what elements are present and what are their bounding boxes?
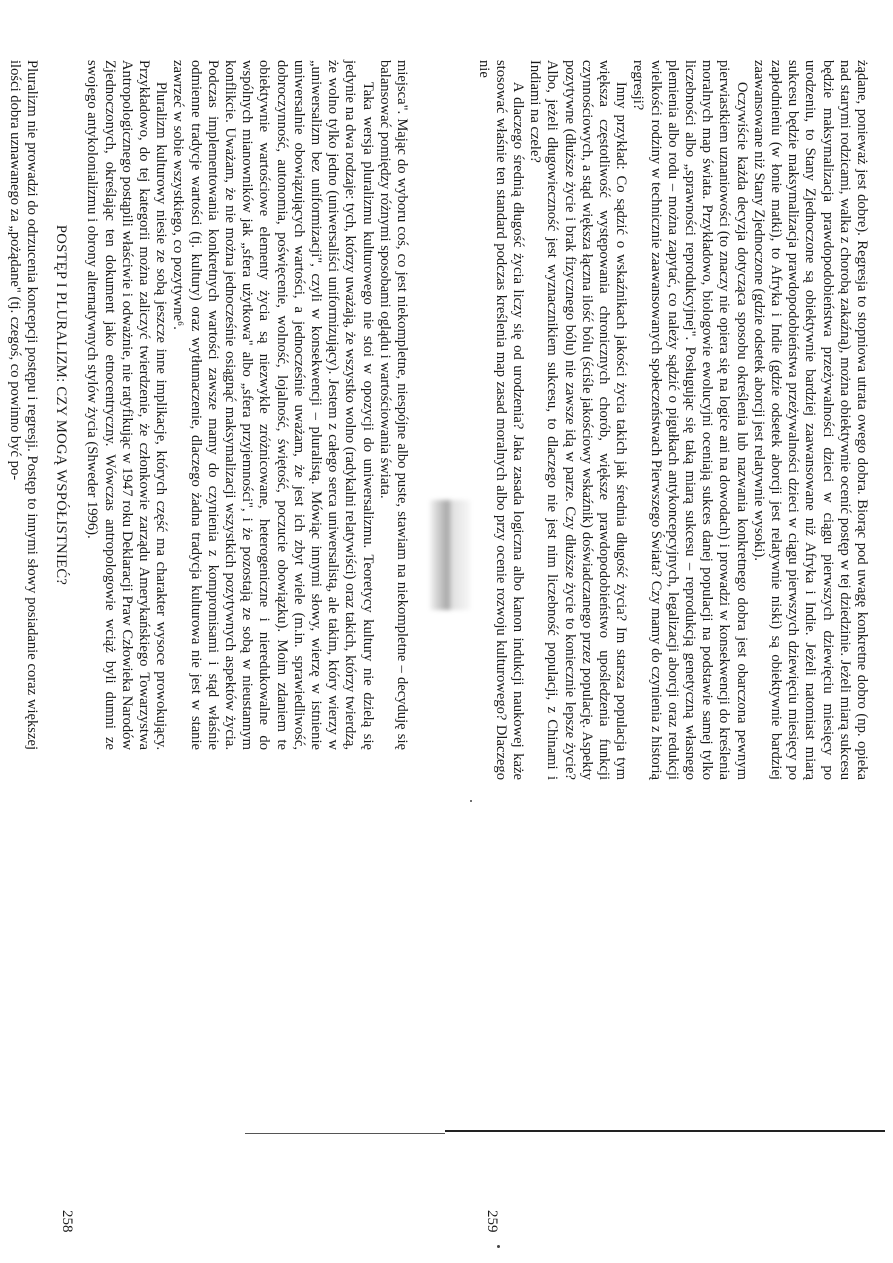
paragraph: Inny przykład: Co sądzić o wskaźnikach jakości życia takich jak średnia długość życia? Im starsza populacja tym większa częstotliwość występowania chronicznych chorób, większe prawdopodobieństwo upośledzenia funkcji czynnościowych, a stąd większa łączna ilość bólu (ściśle jakościowy wskaźnik) doświadczanego przez populację. Aspekty pozytywne (dłuższe życie i brak fizycznego bólu) nie zawsze idą w parze. Czy dłuższe życie to koniecznie lepsze życie? Albo, jeżeli długowieczność jest wyznacznikiem sukcesu, to dlaczego nie jest nim liczebność populacji, z Chinami i Indiami na czele?: [527, 60, 630, 780]
right-page: [465, 60, 870, 1250]
book-gutter-shadow: [430, 500, 470, 610]
left-page: [6, 60, 430, 1250]
left-page-text: [6, 60, 410, 750]
paragraph: żądane, ponieważ jest dobre). Regresja to stopniowa utrata owego dobra. Biorąc pod uwagę konkretne dobro (np. opieka nad starymi rodzicami, walka z chorobą zakaźną), można obiektywnie ocenić postęp w tej dziedzinie. Jeżeli miarą sukcesu będzie maksymalizacja prawdopodobieństwa przeżywalności dzieci w ciągu pierwszych dziewięciu miesięcy po urodzeniu, to Stany Zjednoczone są obiektywnie bardziej zaawansowane niż Afryka i Indie. Jeżeli natomiast miarą sukcesu będzie maksymalizacja prawdopodobieństwa przeżywalności dzieci w ciągu pierwszych dziewięciu miesięcy po zapłodnieniu (w łonie matki), to Afryka i Indie (gdzie odsetek aborcji jest relatywnie niski) są obiektywnie bardziej zaawansowane niż Stany Zjednoczone (gdzie odsetek aborcji jest relatywnie wysoki).: [750, 60, 870, 780]
paragraph: A dlaczego średnią długość życia liczy się od urodzenia? Jaka zasada logiczna albo kanon indukcji naukowej każe stosować właśnie ten standard podczas kreślenia map zasad moralnych albo przy ocenie rozwoju kulturowego? Dlaczego nie: [475, 60, 526, 780]
paragraph: Taka wersja pluralizmu kulturowego nie stoi w opozycji do uniwersalizmu. Teoretycy kultury nie dzielą się jedynie na dwa rodzaje: tych, którzy uważają, że wszystko wolno (radykalni relatywiści) oraz takich, którzy twierdzą, że wolno tylko jedno (uniwersaliści uniformizujący). Jestem z całego serca uniwersalistą, ale takim, który wierzy w „uniwersalizm bez uniformizacji", czyli w konsekwencji – pluralistą. Mówiąc innymi słowy, wierzę w istnienie uniwersalnie obowiązujących wartości, a jednocześnie uważam, że jest ich zbyt wiele (m.in. sprawiedliwość, dobroczynność, autonomia, poświęcenie, wolność, lojalność, świętość, poczucie obowiązku). Moim zdaniem te obiektywnie wartościowe elementy życia są niezwykle zróżnicowane, heterogeniczne i nieredukowalne do wspólnych mianowników jak „sfera użytkowa" albo „sfera przyjemności", i że pozostają ze sobą w nieustannym konflikcie. Uważam, że nie można jednocześnie osiągnąć maksymalizacji wszystkich pozytywnych aspektów życia. Podczas implementowania konkretnych wartości zawsze mamy do czynienia z kompromisami i stąd właśnie odmienne tradycje wartości (tj. kultury) oraz wytłumaczenie, dlaczego żadna tradycja kulturowa nie jest w stanie zawrzeć w sobie wszystkiego, co pozytywne⁶.: [170, 60, 376, 750]
paragraph: Pluralizm kulturowy niesie ze sobą jeszcze inne implikacje, których część ma charakter wysoce prowokujący. Przykładowo, do tej kategorii można zaliczyć twierdzenie, że członkowie zarządu Amerykańskiego Towarzystwa Antropologicznego postąpili właściwie i odważnie, nie ratyfikując w 1947 roku Deklaracji Praw Człowieka Narodów Zjednoczonych, określając ten dokument jako etnocentryczny. Wówczas antropologowie wciąż byli dumni ze swojego antykolonializmu i obrony alternatywnych stylów życia (Shweder 1996).: [84, 60, 170, 750]
page-number: 258: [59, 1210, 75, 1233]
paragraph: Oczywiście każda decyzja dotycząca sposobu określenia lub nazwania konkretnego dobra jest obarczona pewnym pierwiastkiem uznaniowości (to znaczy nie opiera się na logice ani na dowodach) i prowadzi w konsekwencji do kreślenia moralnych map świata. Przykładowo, biologowie ewolucyjni oceniają sukces danej populacji na podstawie samej tylko liczebności albo „sprawności reprodukcyjnej". Posługując się taką miarą sukcesu – reprodukcją genetyczną własnego plemienia albo rodu – można zapytać, co należy sądzić o pigułkach antykoncepcyjnych, legalizacji aborcji oraz redukcji wielkości rodziny w technicznie zaawansowanych społeczeństwach Pierwszego Świata? Czy mamy do czynienia z historią regresji?: [630, 60, 750, 780]
right-page-text: [474, 60, 870, 780]
paragraph: Pluralizm nie prowadzi do odrzucenia koncepcji postępu i regresji. Postęp to innymi słowy posiadanie coraz większej ilości dobra uznawanego za „pożądane" (tj. czegoś, co powinno być po-: [6, 60, 40, 750]
section-title: POSTĘP I PLURALIZM: CZY MOGĄ WSPÓŁISTNIEĆ?: [53, 224, 70, 586]
paragraph: miejsca". Mając do wyboru coś, co jest niekompletne, niespójne albo puste, stawiam na niekompletne – decyduję się balansować pomiędzy różnymi sposobami oglądu i wartościowania świata.: [376, 60, 410, 750]
page-number: 259: [484, 1210, 500, 1233]
